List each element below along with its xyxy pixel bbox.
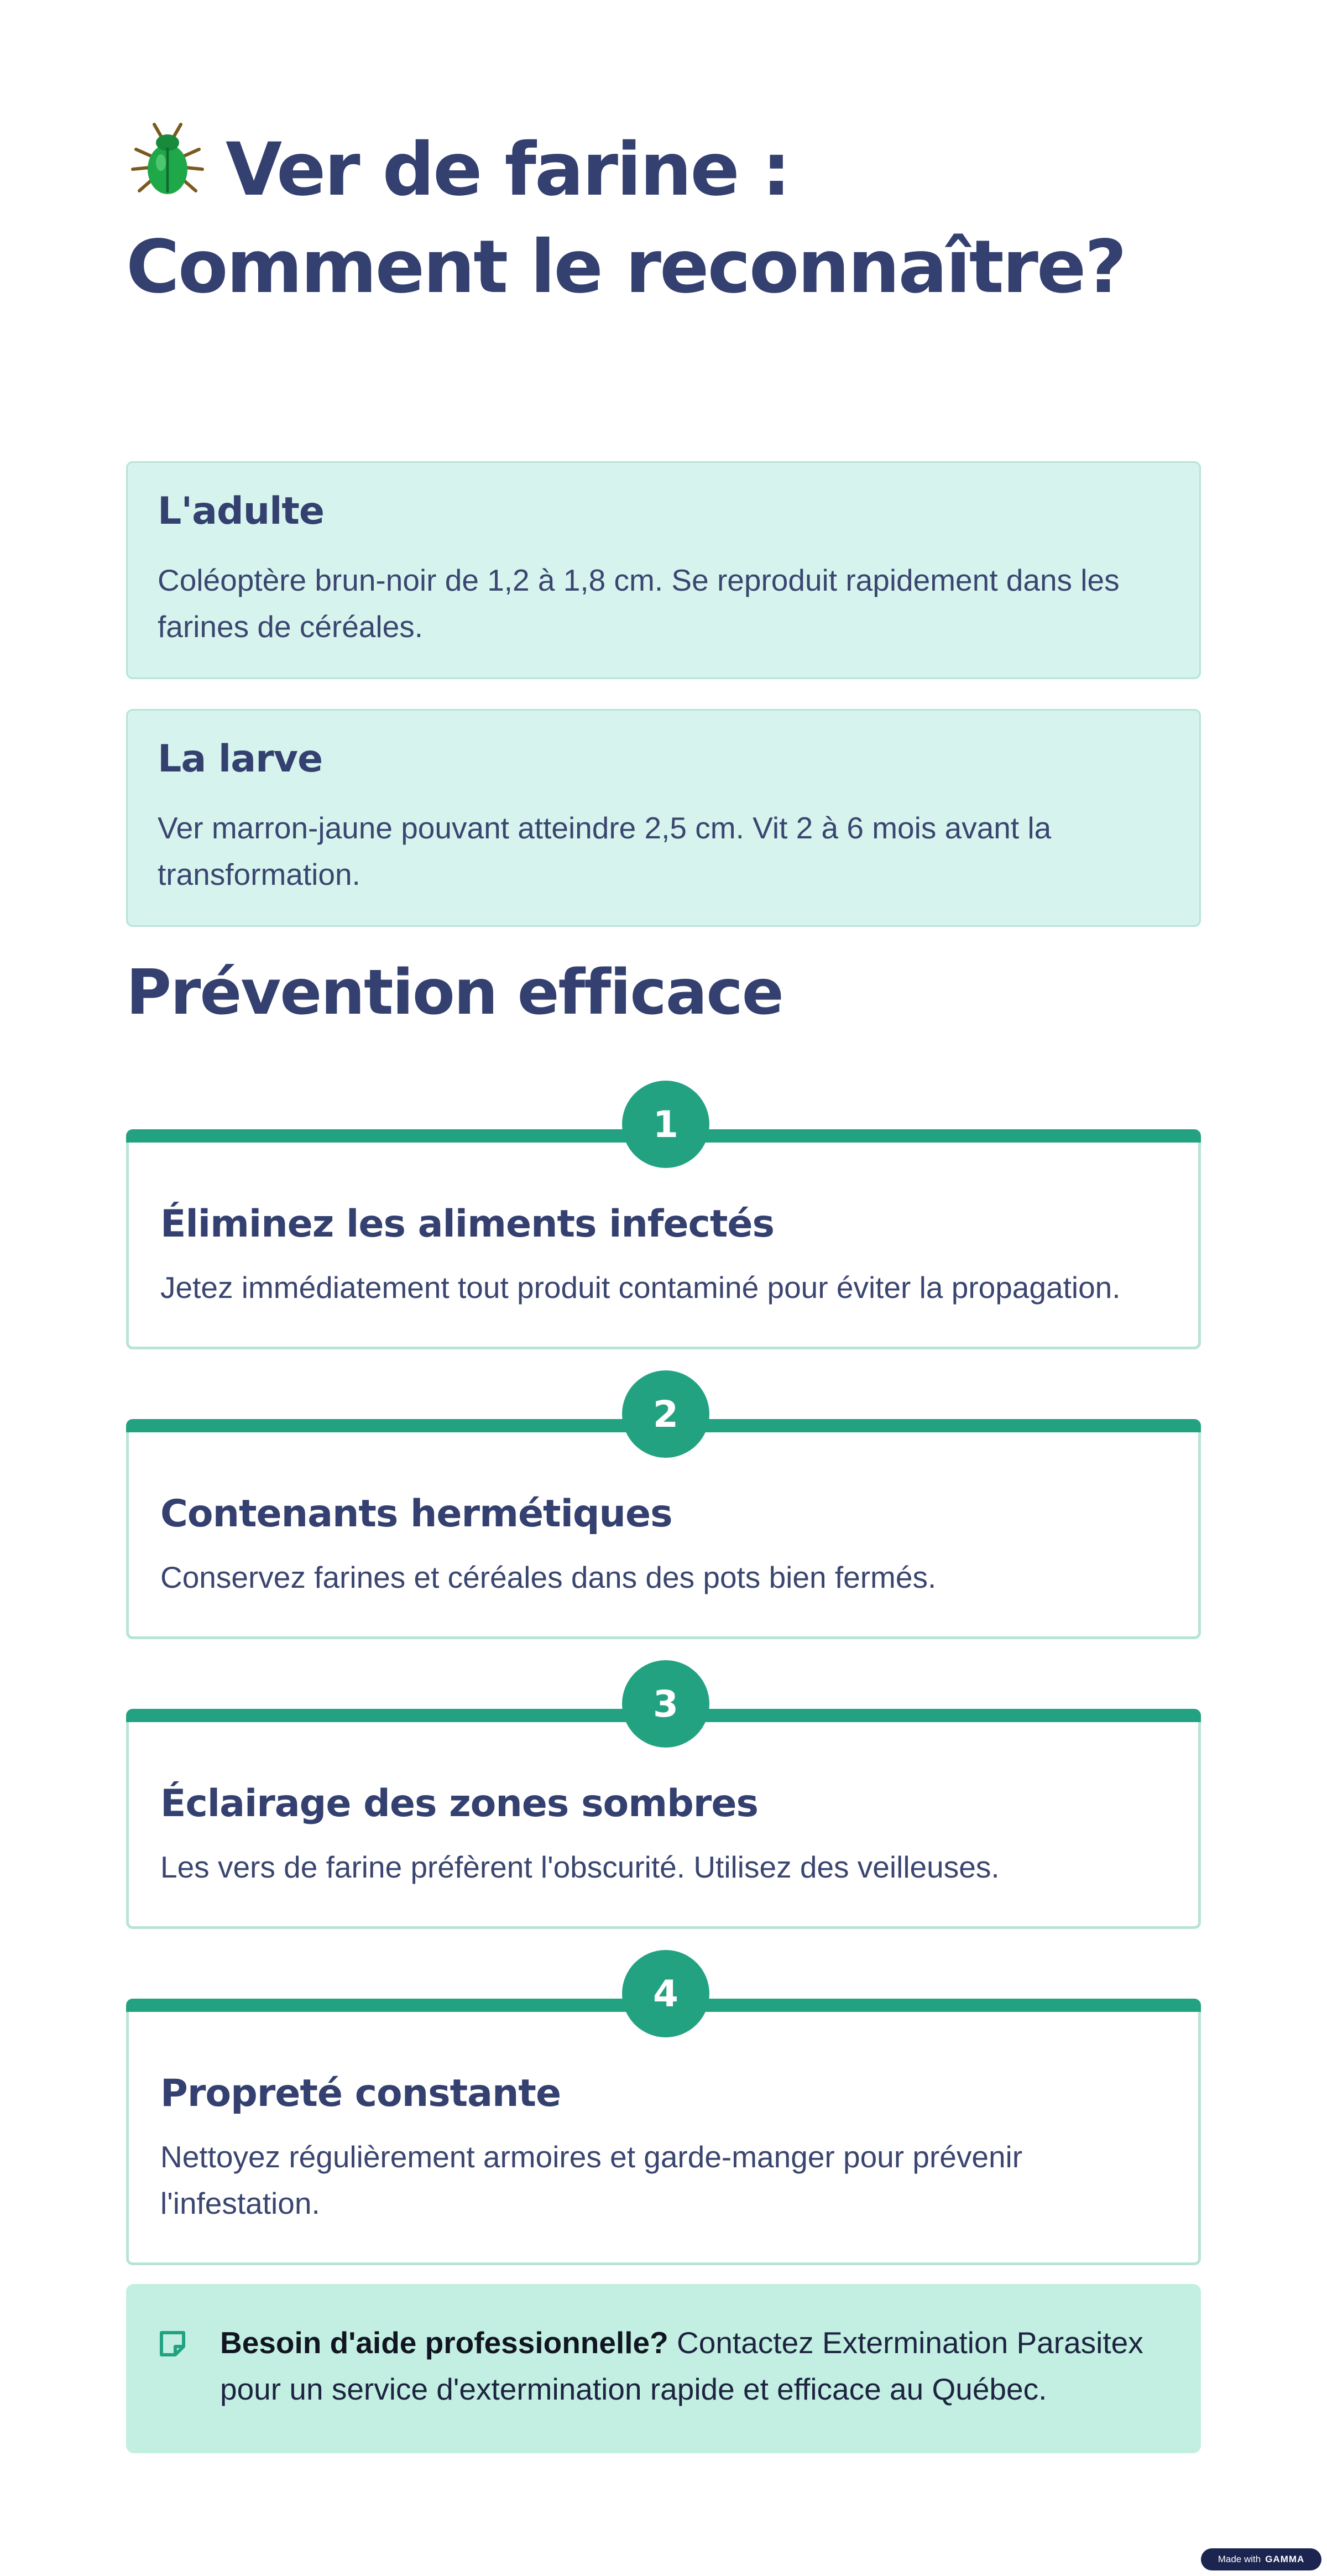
section-title-prevention: Prévention efficace bbox=[126, 957, 783, 1029]
step-number-badge: 2 bbox=[622, 1370, 709, 1458]
page-title-text: Ver de farine : Comment le reconnaître? bbox=[126, 127, 1126, 310]
step-number-badge: 3 bbox=[622, 1660, 709, 1748]
page-title bbox=[126, 119, 1177, 316]
step-card-3 bbox=[126, 1682, 1201, 1929]
callout-body-text: Contactez Extermination Parasitex pour un service d'extermination rapide et efficace au Québec. bbox=[220, 2325, 1143, 2406]
step-number-badge: 4 bbox=[622, 1950, 709, 2037]
step-description: Les vers de farine préfèrent l'obscurité. Utilisez des veilleuses. bbox=[160, 1850, 1000, 1884]
made-with-badge[interactable] bbox=[1201, 2548, 1321, 2570]
callout-professional-help bbox=[126, 2284, 1201, 2453]
callout-text bbox=[220, 2319, 1177, 2412]
info-card-description: Ver marron-jaune pouvant atteindre 2,5 cm. Vit 2 à 6 mois avant la transformation. bbox=[158, 811, 1052, 891]
info-card-adult bbox=[126, 461, 1201, 679]
note-icon bbox=[156, 2327, 189, 2360]
step-description: Conservez farines et céréales dans des pots bien fermés. bbox=[160, 1560, 937, 1594]
info-card-title: La larve bbox=[158, 737, 323, 781]
info-card-title: L'adulte bbox=[158, 489, 325, 533]
info-card-description: Coléoptère brun-noir de 1,2 à 1,8 cm. Se reproduit rapidement dans les farines de céréales. bbox=[158, 563, 1120, 644]
callout-bold-text: Besoin d'aide professionnelle? bbox=[220, 2325, 668, 2360]
made-with-label: Made with bbox=[1218, 2554, 1261, 2564]
step-title: Propreté constante bbox=[160, 2072, 561, 2115]
info-card-larva bbox=[126, 709, 1201, 927]
step-description: Nettoyez régulièrement armoires et garde-manger pour prévenir l'infestation. bbox=[160, 2140, 1023, 2220]
beetle-icon bbox=[126, 119, 209, 202]
step-title: Éclairage des zones sombres bbox=[160, 1782, 758, 1826]
step-card-4 bbox=[126, 1972, 1201, 2265]
brand-logo-text: GAMMA bbox=[1265, 2554, 1305, 2564]
step-card-1 bbox=[126, 1103, 1201, 1349]
step-number-badge: 1 bbox=[622, 1081, 709, 1168]
step-card-2 bbox=[126, 1393, 1201, 1639]
step-title: Contenants hermétiques bbox=[160, 1492, 672, 1536]
step-description: Jetez immédiatement tout produit contaminé pour éviter la propagation. bbox=[160, 1270, 1121, 1305]
step-title: Éliminez les aliments infectés bbox=[160, 1202, 774, 1246]
